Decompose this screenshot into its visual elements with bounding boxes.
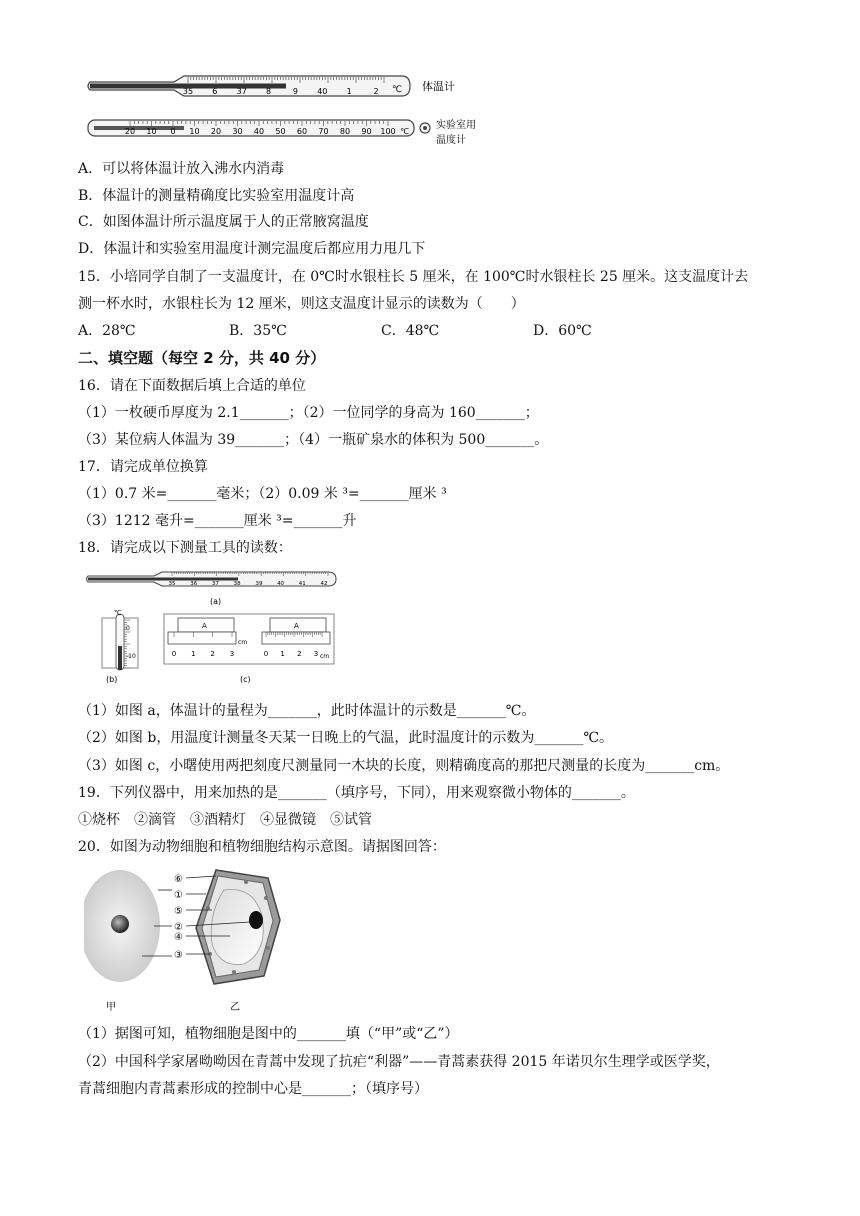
- lab-thermometer-label-1: 实验室用: [436, 120, 476, 131]
- q15-option-c: C．48℃: [381, 323, 440, 339]
- fig-c-caption: (c): [240, 675, 251, 684]
- fig-c-right-tick-label: 0: [263, 650, 269, 658]
- cell-part-label: ③: [174, 950, 183, 961]
- q20-cell-svg: [84, 864, 294, 1016]
- fig-a-tick-label: 41: [298, 581, 306, 587]
- q15-option-a: A．28℃: [78, 323, 136, 339]
- cell-part-label: ⑤: [174, 906, 183, 917]
- q20-line1: （1）据图可知，植物细胞是图中的_______填（“甲”或“乙”）: [78, 1026, 459, 1042]
- lab-thermometer-tick-label: 10: [189, 127, 200, 136]
- lab-thermometer-tick-label: 100: [380, 127, 396, 136]
- q14-option-b: B．体温计的测量精确度比实验室用温度计高: [78, 188, 355, 204]
- clinical-thermometer-tick-label: 6: [212, 87, 218, 96]
- fig-a-tick-label: 35: [168, 581, 176, 587]
- fig-c-block-left: A: [202, 622, 207, 630]
- q19-stem: 19．下列仪器中，用来加热的是_______（填序号，下同），用来观察微小物体的_______。: [78, 785, 635, 801]
- clinical-thermometer-tick-label: 1: [346, 87, 352, 96]
- clinical-thermometer-tick-label: 40: [317, 87, 328, 96]
- q19-options: ①烧杯 ②滴管 ③酒精灯 ④显微镜 ⑤试管: [78, 812, 372, 828]
- fig-a-tick-label: 39: [255, 581, 263, 587]
- q20-stem: 20．如图为动物细胞和植物细胞结构示意图。请据图回答：: [78, 839, 446, 855]
- fig-b-caption: (b): [106, 675, 118, 684]
- fig-a-tick-label: 38: [233, 581, 241, 587]
- q20-cell-figure: [84, 864, 294, 1016]
- cell-part-label: ①: [174, 890, 183, 901]
- cell-part-label: ②: [174, 922, 183, 933]
- q15-option-b: B．35℃: [229, 323, 287, 339]
- plant-cell: [196, 870, 280, 984]
- lab-thermometer-tick-label: 20: [124, 127, 136, 136]
- fig-a-tick-label: 42: [320, 581, 328, 587]
- clinical-thermometer: [88, 76, 410, 96]
- q17-line1: （1）0.7 米=_______毫米；（2）0.09 米 ³=_______厘米 ³: [78, 486, 447, 502]
- fig-c-left-tick-label: 2: [210, 650, 215, 658]
- lab-thermometer-tick-label: 0: [170, 127, 176, 136]
- lab-thermometer-tick-label: 90: [361, 127, 372, 136]
- lab-thermometer-label-2: 温度计: [436, 135, 466, 146]
- clinical-thermometer-tick-label: 37: [236, 87, 247, 96]
- lab-thermometer-tick-label: 50: [275, 127, 286, 136]
- q17-stem: 17．请完成单位换算: [78, 459, 208, 475]
- cell-caption-right: 乙: [230, 1002, 240, 1013]
- q15-options: [78, 321, 592, 341]
- clinical-thermometer-tick-label: 8: [266, 87, 272, 96]
- lab-thermometer-tick-label: 20: [210, 127, 222, 136]
- fig-b-unit: ℃: [114, 609, 122, 617]
- clinical-thermometer-label: 体温计: [422, 80, 455, 93]
- lab-thermometer: [88, 120, 430, 136]
- q15-stem-line1: 15．小培同学自制了一支温度计，在 0℃时水银柱长 5 厘米，在 100℃时水银柱长 25 厘米。这支温度计去: [78, 269, 749, 285]
- clinical-thermometer-tick-label: 35: [182, 87, 194, 96]
- cell-part-labels: [174, 874, 183, 961]
- fig-c-left-ticks: [172, 650, 234, 658]
- q18-figure-svg: [84, 566, 354, 686]
- q15-stem-line2: 测一杯水时，水银柱长为 12 厘米，则这支温度计显示的读数为（ ）: [78, 296, 525, 312]
- q20-line2: （2）中国科学家屠呦呦因在青蒿中发现了抗疟“利器”——青蒿素获得 2015 年诺贝尔生理学或医学奖，: [78, 1054, 720, 1070]
- fig-c-left-tick-label: 0: [171, 650, 177, 658]
- q18-stem: 18．请完成以下测量工具的读数：: [78, 540, 292, 556]
- q14-thermometer-svg: [84, 68, 484, 150]
- fig-c-unit-left: cm: [238, 639, 248, 646]
- q16-line2: （3）某位病人体温为 39_______；（4）一瓶矿泉水的体积为 500_______。: [78, 432, 549, 448]
- q18-figure: [84, 566, 354, 686]
- fig-a-caption: (a): [210, 597, 222, 606]
- lab-thermometer-tick-label: 60: [296, 127, 308, 136]
- fig-b-thermometer: [84, 609, 138, 670]
- fig-a-tick-label: 37: [211, 581, 219, 587]
- fig-b-top-label: 0: [126, 625, 130, 632]
- clinical-thermometer-tick-label: 2: [373, 87, 379, 96]
- q17-line2: （3）1212 毫升=_______厘米 ³=_______升: [78, 513, 357, 529]
- section2-title: 二、填空题（每空 2 分，共 40 分）: [78, 349, 326, 367]
- fig-a-thermometer: [87, 572, 337, 587]
- fig-c-right-tick-label: 3: [313, 650, 319, 658]
- lab-thermometer-unit: ℃: [400, 127, 409, 136]
- q16-line1: （1）一枚硬币厚度为 2.1_______；（2）一位同学的身高为 160_______；: [78, 405, 539, 421]
- lab-thermometer-tick-label: 70: [318, 127, 329, 136]
- cell-part-label: ④: [174, 932, 183, 943]
- q20-line3: 青蒿细胞内青蒿素形成的控制中心是_______；（填序号）: [78, 1081, 428, 1097]
- q15-option-d: D．60℃: [533, 323, 592, 339]
- clinical-thermometer-unit: ℃: [392, 85, 403, 95]
- lab-thermometer-tick-label: 30: [232, 127, 243, 136]
- q14-option-c: C．如图体温计所示温度属于人的正常腋窝温度: [78, 214, 369, 230]
- cell-caption-left: 甲: [106, 1002, 116, 1013]
- q14-option-a: A．可以将体温计放入沸水内消毒: [78, 161, 285, 177]
- fig-c-right-tick-label: 2: [297, 650, 302, 658]
- fig-c-block-right: A: [294, 622, 299, 630]
- fig-a-tick-label: 40: [277, 581, 285, 587]
- cell-part-label: ⑥: [174, 874, 183, 885]
- fig-a-tick-label: 36: [190, 581, 198, 587]
- animal-cell: [84, 870, 160, 982]
- lab-thermometer-tick-label: 40: [253, 127, 265, 136]
- q14-thermometer-figure: [84, 68, 484, 150]
- lab-thermometer-tick-label: 80: [339, 127, 351, 136]
- fig-c-rulers: [164, 614, 334, 664]
- q18-line1: （1）如图 a，体温计的量程为_______，此时体温计的示数是_______℃。: [78, 703, 536, 719]
- fig-c-right-ticks: [264, 650, 318, 658]
- fig-b-bottom-label: -10: [126, 653, 136, 660]
- fig-c-right-tick-label: 1: [280, 650, 285, 658]
- q18-line2: （2）如图 b，用温度计测量冬天某一日晚上的气温，此时温度计的示数为_______℃。: [78, 730, 613, 746]
- fig-c-left-tick-label: 3: [229, 650, 235, 658]
- lab-thermometer-tick-label: 10: [146, 127, 157, 136]
- fig-c-left-tick-label: 1: [191, 650, 196, 658]
- fig-c-unit-right: cm: [320, 653, 330, 660]
- q18-line3: （3）如图 c，小曙使用两把刻度尺测量同一木块的长度，则精确度高的那把尺测量的长度为_______cm。: [78, 758, 730, 774]
- q16-stem: 16．请在下面数据后填上合适的单位: [78, 378, 306, 394]
- clinical-thermometer-tick-label: 9: [292, 87, 298, 96]
- q14-option-d: D．体温计和实验室用温度计测完温度后都应用力甩几下: [78, 241, 426, 257]
